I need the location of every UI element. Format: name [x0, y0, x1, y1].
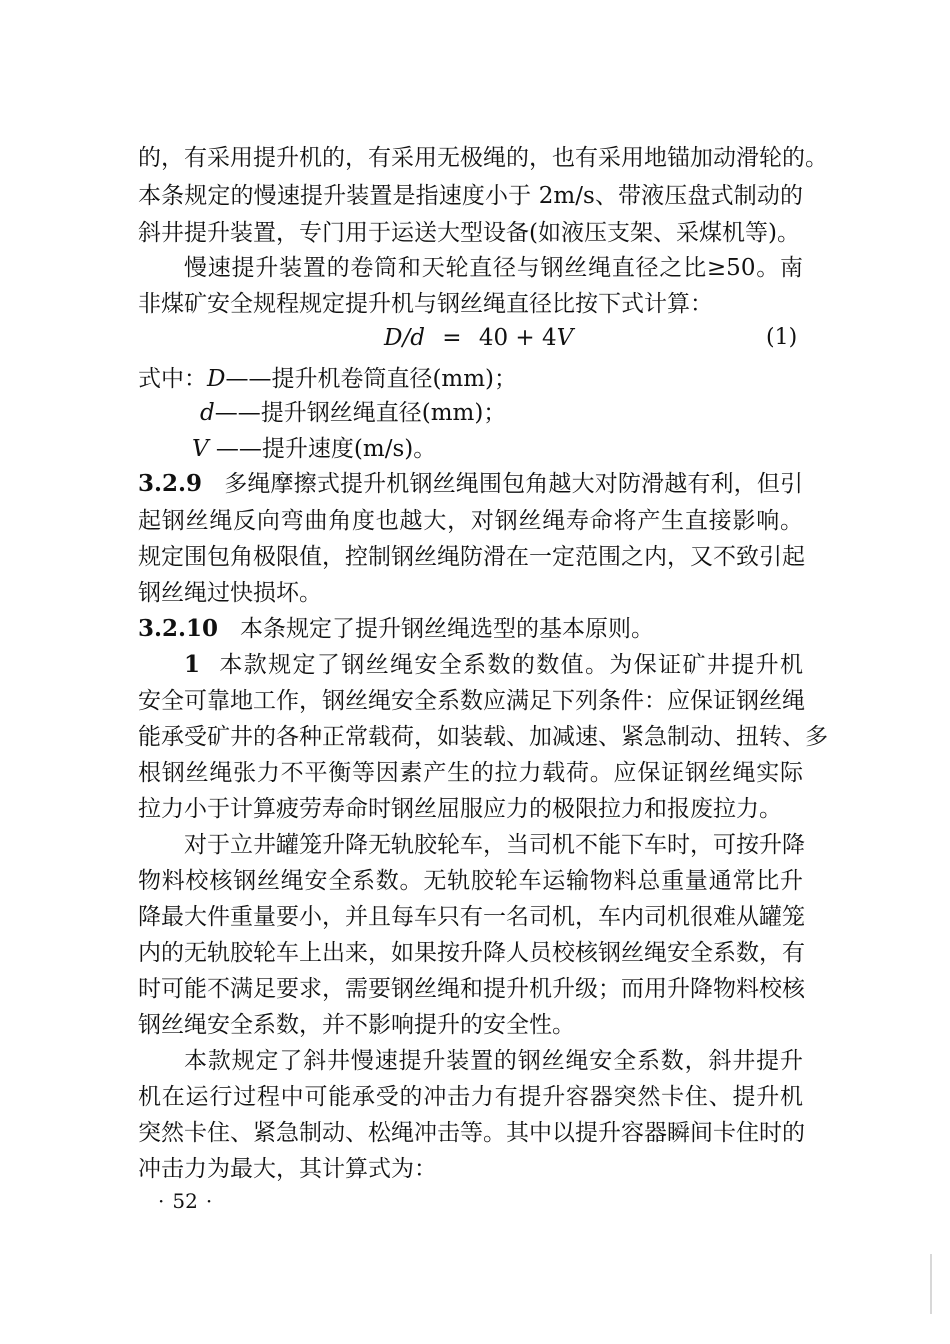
- formula-constant: 40 + 4: [478, 325, 557, 351]
- paragraph-line: 斜井提升装置，专门用于运送大型设备(如液压支架、采煤机等)。: [138, 220, 800, 246]
- definition-text: ——提升机卷筒直径(mm)；: [225, 366, 518, 392]
- definition-symbol: d: [200, 400, 215, 426]
- paragraph-line: 钢丝绳过快损坏。: [138, 580, 322, 606]
- paragraph-line: 冲击力为最大，其计算式为：: [138, 1156, 437, 1182]
- definition-text: ——提升钢丝绳直径(mm)；: [214, 400, 507, 426]
- formula-lhs: D/d: [384, 325, 425, 351]
- paragraph-line: 内的无轨胶轮车上出来，如果按升降人员校核钢丝绳安全系数，有: [138, 940, 805, 966]
- variable-definition: [192, 431, 436, 467]
- item-number: 1: [184, 651, 201, 678]
- item-1-line: [184, 647, 803, 683]
- definition-symbol: D: [207, 366, 226, 392]
- paragraph-line: 对于立井罐笼升降无轨胶轮车，当司机不能下车时，可按升降: [184, 832, 805, 858]
- section-text: 多绳摩擦式提升机钢丝绳围包角越大对防滑越有利，但引: [224, 471, 803, 497]
- paragraph-line: 拉力小于计算疲劳寿命时钢丝屈服应力的极限拉力和报废拉力。: [138, 796, 782, 822]
- scan-edge-mark: [930, 1254, 932, 1314]
- formula: [384, 320, 573, 356]
- page-number-dot: ·: [205, 1189, 213, 1213]
- paragraph-line: 安全可靠地工作，钢丝绳安全系数应满足下列条件：应保证钢丝绳: [138, 688, 805, 714]
- item-text: 本款规定了钢丝绳安全系数的数值。为保证矿井提升机: [218, 652, 803, 678]
- paragraph-line: 起钢丝绳反向弯曲角度也越大，对钢丝绳寿命将产生直接影响。: [138, 508, 803, 534]
- paragraph-line: 能承受矿井的各种正常载荷，如装载、加减速、紧急制动、扭转、多: [138, 724, 828, 750]
- page-number-dot: ·: [158, 1189, 165, 1213]
- paragraph-line: 钢丝绳安全系数，并不影响提升的安全性。: [138, 1012, 575, 1038]
- formula-variable: V: [556, 325, 574, 351]
- paragraph-line: 时可能不满足要求，需要钢丝绳和提升机升级；而用升降物料校核: [138, 976, 805, 1002]
- paragraph-line: 规定围包角极限值，控制钢丝绳防滑在一定范围之内，又不致引起: [138, 544, 805, 570]
- paragraph-line: 本款规定了斜井慢速提升装置的钢丝绳安全系数，斜井提升: [184, 1048, 803, 1074]
- equation-number: (1): [766, 325, 798, 350]
- paragraph-line: 突然卡住、紧急制动、松绳冲击等。其中以提升容器瞬间卡住时的: [138, 1120, 805, 1146]
- paragraph-line: 机在运行过程中可能承受的冲击力有提升容器突然卡住、提升机: [138, 1084, 803, 1110]
- section-text: 本条规定了提升钢丝绳选型的基本原则。: [240, 616, 655, 642]
- paragraph-line: 本条规定的慢速提升装置是指速度小于 2m/s、带液压盘式制动的: [138, 183, 803, 209]
- variable-definition: [138, 361, 517, 397]
- paragraph-line: 慢速提升装置的卷筒和天轮直径与钢丝绳直径之比≥50。南: [184, 255, 803, 281]
- definition-prefix: 式中：: [138, 366, 207, 392]
- page-number-value: 52: [172, 1189, 198, 1213]
- section-3-2-9-line: [138, 466, 803, 502]
- paragraph-line: 根钢丝绳张力不平衡等因素产生的拉力载荷。应保证钢丝绳实际: [138, 760, 803, 786]
- definition-symbol: V: [192, 436, 209, 462]
- definition-text: ——提升速度(m/s)。: [208, 436, 437, 462]
- paragraph-line: 降最大件重量要小，并且每车只有一名司机，车内司机很难从罐笼: [138, 904, 805, 930]
- paragraph-line: 非煤矿安全规程规定提升机与钢丝绳直径比按下式计算：: [138, 291, 713, 317]
- variable-definition: [200, 395, 506, 431]
- formula-equals: =: [442, 325, 462, 351]
- section-3-2-10-line: [138, 611, 803, 647]
- paragraph-line: 的，有采用提升机的，有采用无极绳的，也有采用地锚加动滑轮的。: [138, 145, 828, 171]
- page-number: [150, 1186, 220, 1216]
- paragraph-line: 物料校核钢丝绳安全系数。无轨胶轮车运输物料总重量通常比升: [138, 868, 803, 894]
- section-number: 3.2.10: [138, 615, 219, 642]
- section-number: 3.2.9: [138, 470, 203, 497]
